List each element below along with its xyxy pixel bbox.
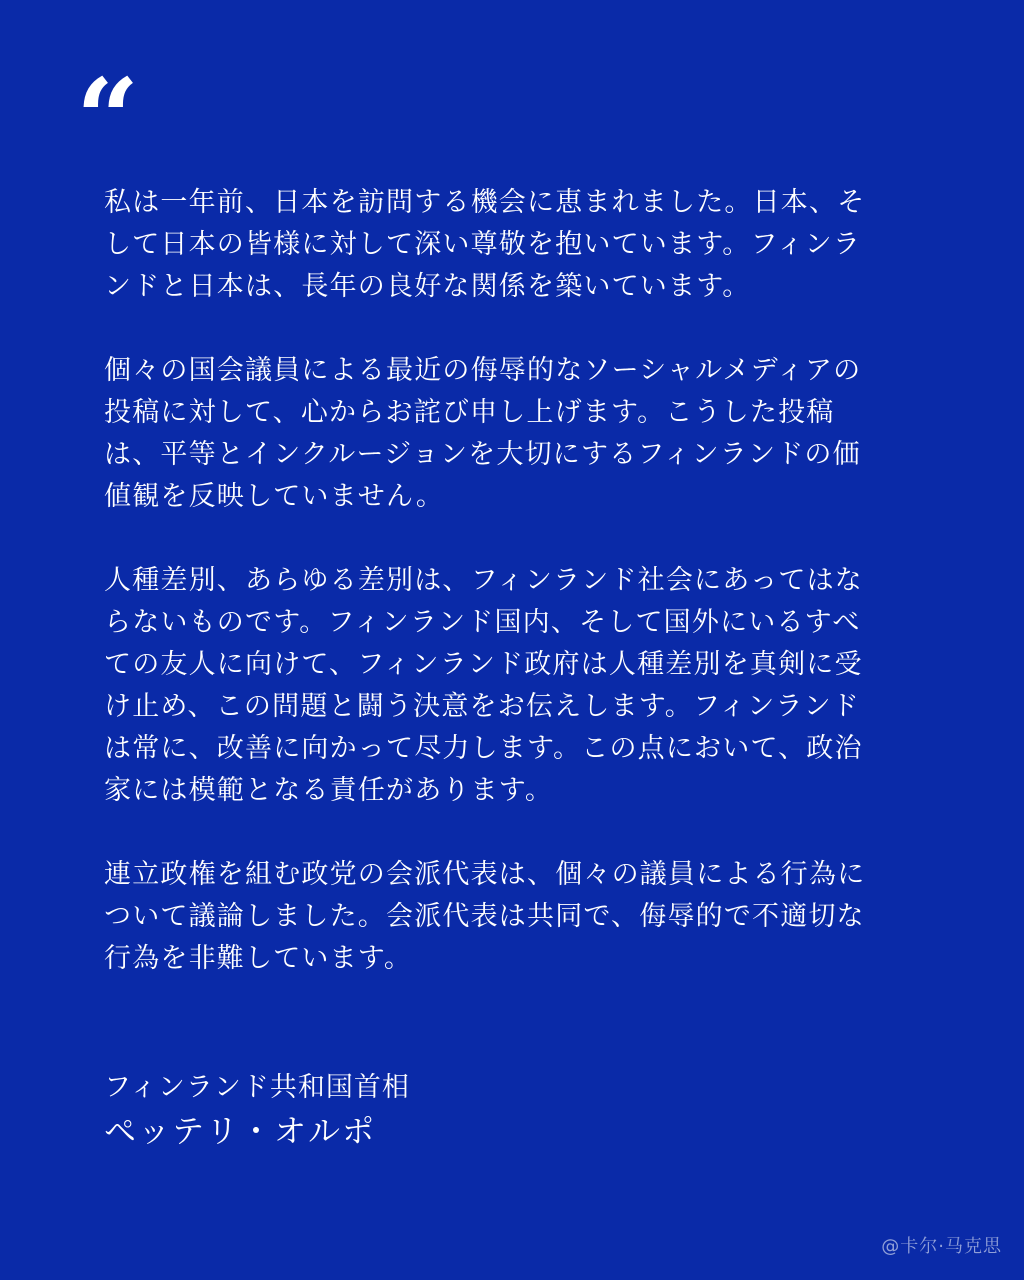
paragraph-line: 人種差別、あらゆる差別は、フィンランド社会にあってはな bbox=[104, 565, 863, 596]
paragraph bbox=[104, 560, 924, 812]
paragraph-line: ンドと日本は、長年の良好な関係を築いています。 bbox=[104, 271, 751, 302]
paragraph-line: け止め、この問題と闘う決意をお伝えします。フィンランド bbox=[104, 691, 860, 722]
paragraph bbox=[104, 182, 924, 308]
signature-name: ペッテリ・オルポ bbox=[104, 1112, 377, 1150]
quote-mark-icon: “ bbox=[76, 54, 140, 183]
paragraph bbox=[104, 854, 924, 980]
paragraph-line: ての友人に向けて、フィンランド政府は人種差別を真剣に受 bbox=[104, 649, 863, 680]
paragraph-line: 行為を非難しています。 bbox=[104, 943, 413, 974]
signature-block bbox=[104, 1068, 410, 1154]
paragraph-line: 家には模範となる責任があります。 bbox=[104, 775, 554, 806]
paragraph-line: 投稿に対して、心からお詫び申し上げます。こうした投稿 bbox=[104, 397, 835, 428]
paragraph-line: して日本の皆様に対して深い尊敬を抱いています。フィンラ bbox=[104, 229, 862, 260]
signature-title: フィンランド共和国首相 bbox=[104, 1072, 410, 1103]
statement-body bbox=[104, 182, 924, 1022]
paragraph-line: 私は一年前、日本を訪問する機会に恵まれました。日本、そ bbox=[104, 187, 866, 218]
paragraph-line: 個々の国会議員による最近の侮辱的なソーシャルメディアの bbox=[104, 355, 862, 386]
watermark: @卡尔·马克思 bbox=[881, 1236, 1002, 1257]
paragraph-line: 値観を反映していません。 bbox=[104, 481, 445, 512]
paragraph-line: は、平等とインクルージョンを大切にするフィンランドの価 bbox=[104, 439, 861, 470]
paragraph-line: ついて議論しました。会派代表は共同で、侮辱的で不適切な bbox=[104, 901, 865, 932]
paragraph-line: らないものです。フィンランド国内、そして国外にいるすべ bbox=[104, 607, 861, 638]
paragraph-line: 連立政権を組む政党の会派代表は、個々の議員による行為に bbox=[104, 859, 866, 890]
paragraph bbox=[104, 350, 924, 518]
paragraph-line: は常に、改善に向かって尽力します。この点において、政治 bbox=[104, 733, 863, 764]
